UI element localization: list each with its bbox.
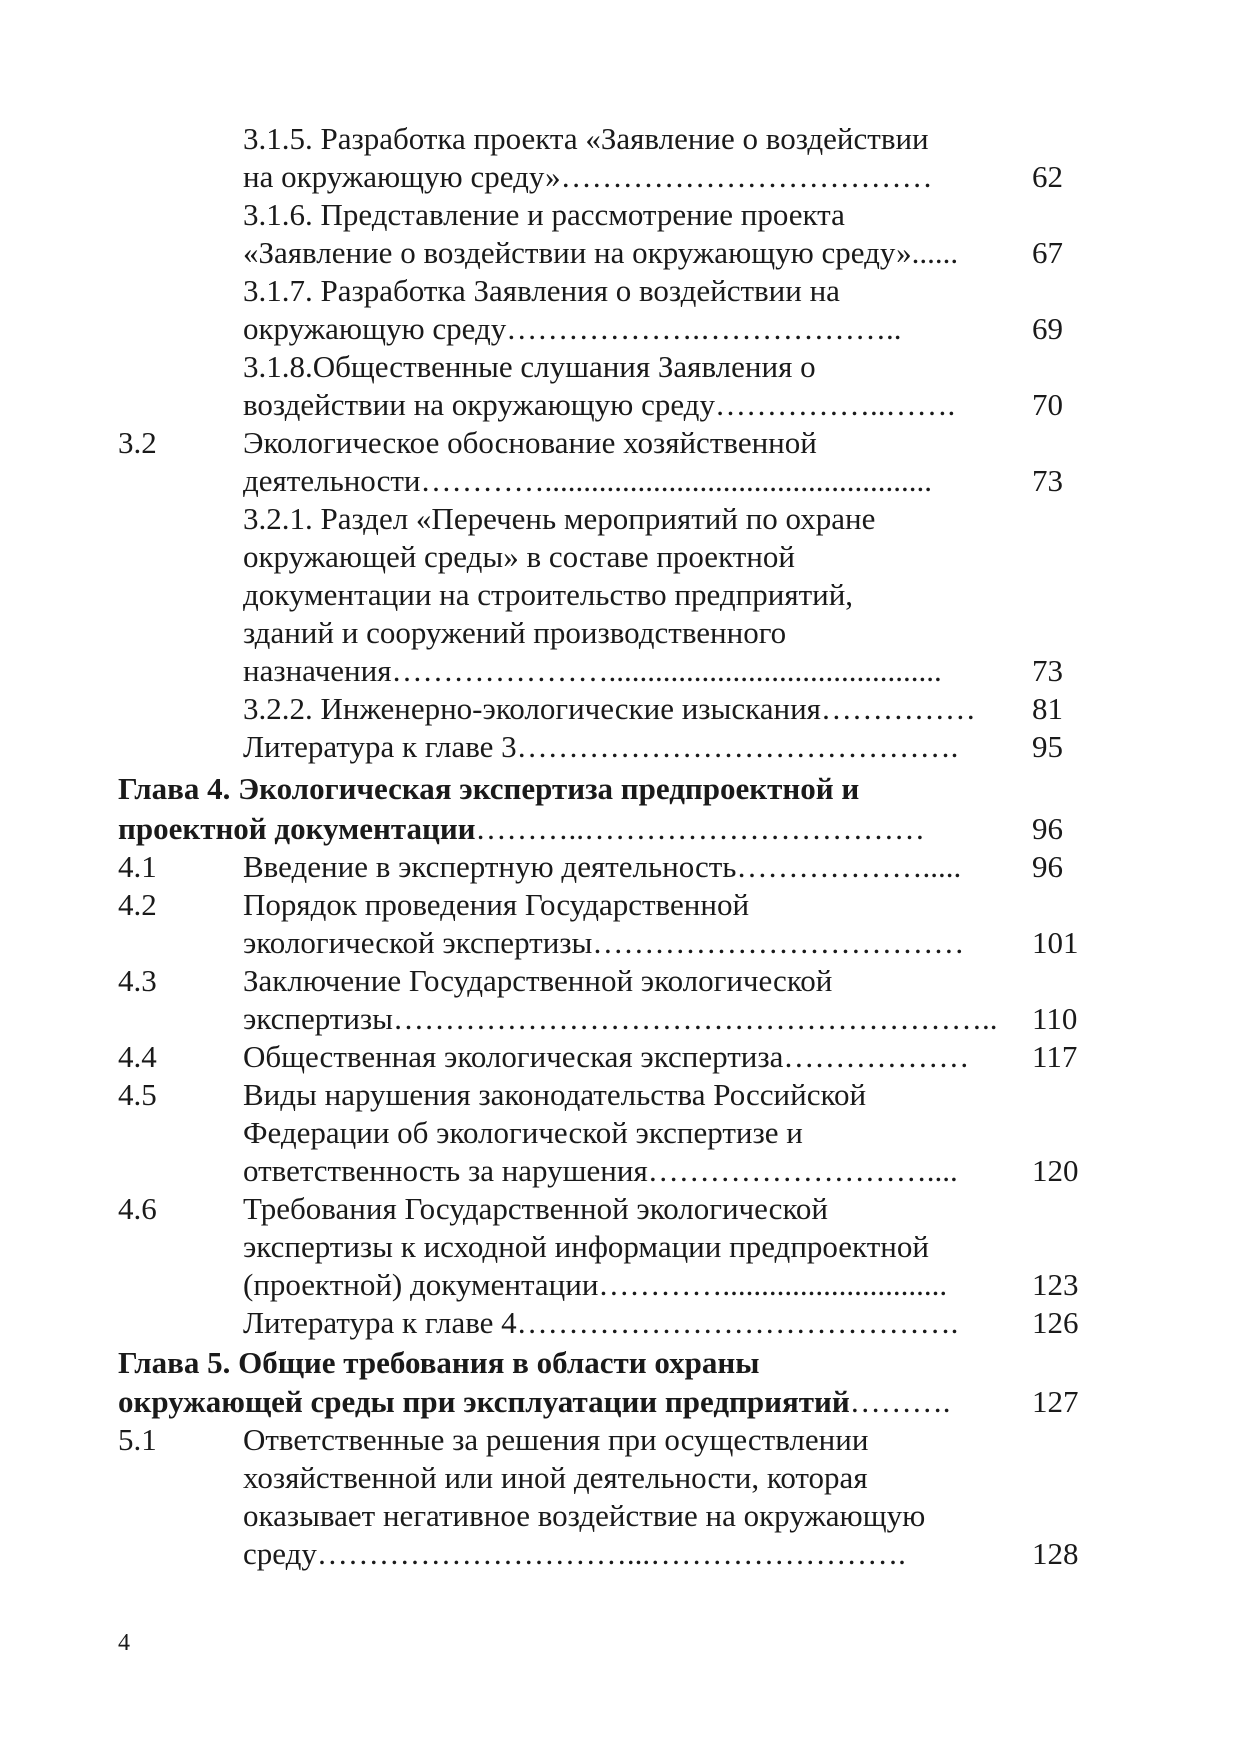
page-folio: 4 [118,1630,130,1656]
leader-dots: ………..…………………………… [475,811,926,846]
toc-entry-4-3-line1: Заключение Государственной экологической [243,963,833,998]
toc-page-number: 73 [1032,653,1063,688]
toc-section-number: 4.4 [118,1039,157,1074]
toc-entry-3-2-1-line3: документации на строительство предприятий, [243,577,854,612]
toc-section-number: 4.2 [118,887,157,922]
toc-entry-5-1-line4: среду…………………………...……………………. [243,1536,906,1571]
toc-page-number: 96 [1032,811,1063,846]
toc-entry-4-5-line3: ответственность за нарушения……………………….... [243,1153,958,1188]
toc-entry-4-2-line2: экологической экспертизы……………………………… [243,925,965,960]
toc-chapter-4-line2 [118,810,925,848]
toc-entry-3-2-1-line4: зданий и сооружений производственного [243,615,787,650]
toc-entry-3-1-5-line2: на окружающую среду»……………………………… [243,159,933,194]
toc-page-number: 110 [1032,1001,1078,1036]
toc-entry-3-1-6-line2: «Заявление о воздействии на окружающую среду»...... [243,235,959,270]
toc-entry-4-4: Общественная экологическая экспертиза……………… [243,1039,970,1074]
toc-entry-3-2-1-line2: окружающей среды» в составе проектной [243,539,795,574]
toc-entry-5-1-line2: хозяйственной или иной деятельности, которая [243,1460,868,1495]
toc-page-number: 96 [1032,849,1063,884]
toc-entry-3-2-line1: Экологическое обоснование хозяйственной [243,425,817,460]
toc-entry-3-1-6-line1: 3.1.6. Представление и рассмотрение проекта [243,197,845,232]
leader-dots: ………. [849,1384,951,1419]
toc-entry-3-1-5-line1: 3.1.5. Разработка проекта «Заявление о воздействии [243,121,929,156]
toc-page-number: 70 [1032,387,1063,422]
toc-entry-5-1-line3: оказывает негативное воздействие на окружающую [243,1498,926,1533]
toc-page-number: 73 [1032,463,1063,498]
toc-page-number: 69 [1032,311,1063,346]
toc-page-number: 117 [1032,1039,1078,1074]
toc-section-number: 3.2 [118,425,157,460]
toc-section-number: 4.5 [118,1077,157,1112]
toc-page-number: 126 [1032,1305,1079,1340]
toc-entry-4-6-line2: экспертизы к исходной информации предпроектной [243,1229,929,1264]
toc-references-ch4: Литература к главе 4……………………………………. [243,1305,959,1340]
toc-entry-4-5-line1: Виды нарушения законодательства Российской [243,1077,867,1112]
toc-section-number: 4.3 [118,963,157,998]
chapter-title: проектной документации [118,811,476,846]
toc-page-number: 81 [1032,691,1063,726]
toc-entry-3-2-1-line5: назначения…………………........................................... [243,653,942,688]
toc-chapter-5-line2 [118,1383,951,1421]
toc-entry-3-2-2: 3.2.2. Инженерно-экологические изыскания…………… [243,691,976,726]
toc-entry-3-1-8-line1: 3.1.8.Общественные слушания Заявления о [243,349,816,384]
toc-section-number: 4.6 [118,1191,157,1226]
toc-entry-4-6-line3: (проектной) документации…………............................. [243,1267,948,1302]
toc-entry-4-2-line1: Порядок проведения Государственной [243,887,750,922]
toc-page-number: 127 [1032,1384,1079,1419]
toc-entry-4-5-line2: Федерации об экологической экспертизе и [243,1115,803,1150]
toc-page-number: 67 [1032,235,1063,270]
toc-page-number: 62 [1032,159,1063,194]
toc-entry-3-1-7-line2: окружающую среду……………….……………….. [243,311,902,346]
toc-entry-3-1-7-line1: 3.1.7. Разработка Заявления о воздействии на [243,273,840,308]
toc-page-number: 101 [1032,925,1079,960]
toc-entry-4-6-line1: Требования Государственной экологической [243,1191,829,1226]
toc-entry-3-2-1-line1: 3.2.1. Раздел «Перечень мероприятий по охране [243,501,876,536]
toc-chapter-5-line1: Глава 5. Общие требования в области охраны [118,1345,760,1380]
toc-page-number: 128 [1032,1536,1079,1571]
toc-page-number: 123 [1032,1267,1079,1302]
toc-entry-4-3-line2: экспертизы………………………………………………….. [243,1001,998,1036]
toc-page-number: 95 [1032,729,1063,764]
toc-section-number: 5.1 [118,1422,157,1457]
toc-entry-3-1-8-line2: воздействии на окружающую среду……………..……. [243,387,956,422]
toc-entry-4-1: Введение в экспертную деятельность………………..... [243,849,962,884]
toc-chapter-4-line1: Глава 4. Экологическая экспертиза предпроектной и [118,771,860,806]
toc-references-ch3: Литература к главе 3……………………………………. [243,729,959,764]
toc-entry-5-1-line1: Ответственные за решения при осуществлении [243,1422,869,1457]
chapter-title: окружающей среды при эксплуатации предприятий [118,1384,850,1419]
toc-entry-3-2-line2: деятельности………….................................................. [243,463,932,498]
toc-page-number: 120 [1032,1153,1079,1188]
toc-section-number: 4.1 [118,849,157,884]
